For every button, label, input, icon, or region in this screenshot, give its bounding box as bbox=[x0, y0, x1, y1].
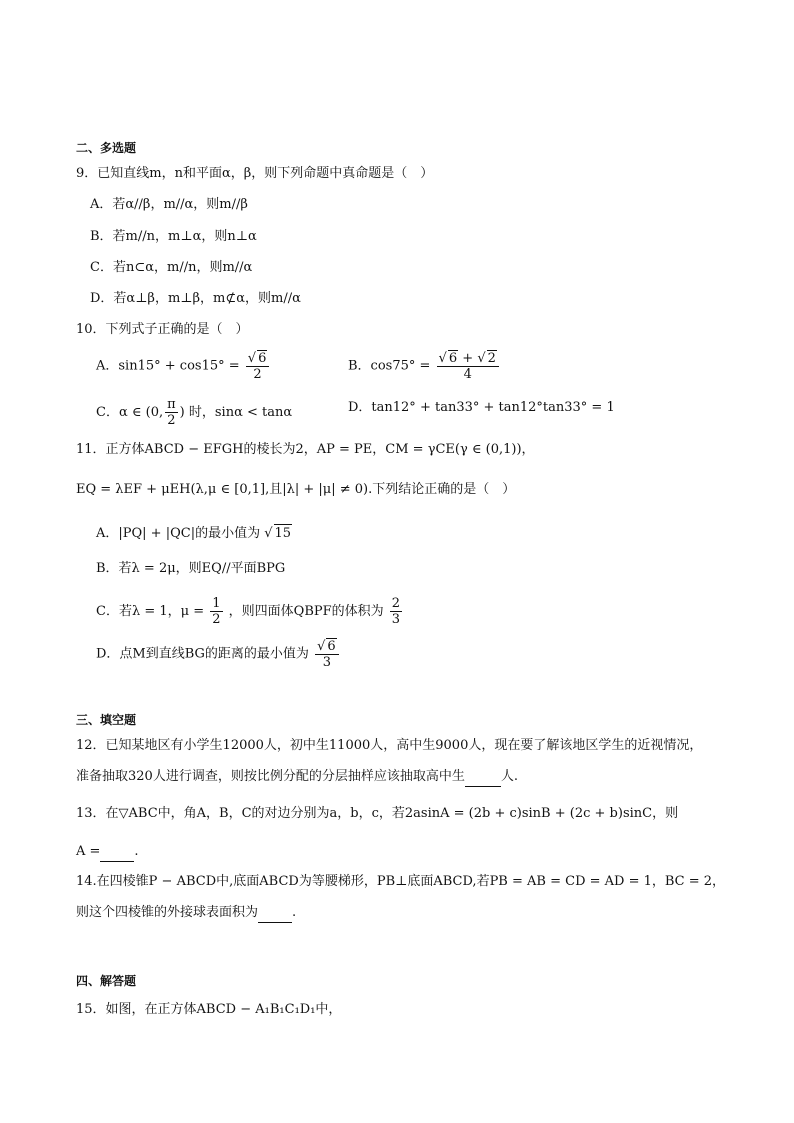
denominator: 3 bbox=[391, 612, 401, 627]
question-14-line-2 bbox=[76, 904, 296, 923]
numerator: 2 bbox=[391, 596, 401, 611]
question-15-line-1: 15．如图，在正方体ABCD − A₁B₁C₁D₁中， bbox=[76, 1002, 342, 1017]
option-a-text: A．|PQ| + |QC|的最小值为 bbox=[96, 526, 261, 541]
radicand: 6 bbox=[448, 351, 458, 366]
answer-blank[interactable] bbox=[258, 904, 292, 923]
radicand: 6 bbox=[258, 351, 267, 366]
sqrt-sign: √ bbox=[247, 351, 257, 366]
question-12-line-2 bbox=[76, 768, 518, 787]
numerator: π bbox=[167, 397, 176, 412]
fraction bbox=[246, 350, 270, 382]
section-title-fill-in: 三、填空题 bbox=[76, 713, 137, 727]
option-b-expression: B．cos75° = bbox=[348, 358, 431, 374]
numerator: 1 bbox=[212, 596, 221, 611]
option-a-expression: A．sin15° + cos15° = bbox=[96, 358, 240, 374]
question-9-option-c: C．若n⊂α，m//n，则m//α bbox=[90, 260, 253, 275]
question-12-text: 准备抽取320人进行调查，则按比例分配的分层抽样应该抽取高中生 bbox=[76, 769, 465, 784]
fraction bbox=[210, 596, 222, 627]
question-13-text: A = bbox=[76, 844, 101, 859]
option-d-text: D．点M到直线BG的距离的最小值为 bbox=[96, 646, 309, 662]
question-11-stem-line-2: EQ = λEF + μEH(λ,μ ∈ [0,1],且|λ| + |μ| ≠ 0).下列结论正确的是（ ） bbox=[76, 482, 516, 497]
fraction bbox=[437, 350, 499, 382]
question-12-unit: 人. bbox=[500, 769, 518, 784]
fraction bbox=[390, 596, 402, 627]
denominator: 3 bbox=[322, 655, 331, 670]
question-10-option-b bbox=[348, 350, 501, 382]
question-13-end: . bbox=[134, 844, 139, 859]
section-title-multiple-choice: 二、多选题 bbox=[76, 141, 137, 155]
sqrt-sign: √ bbox=[438, 351, 447, 366]
question-12-line-1: 12．已知某地区有小学生12000人，初中生11000人，高中生9000人，现在要了解该地区学生的近视情况， bbox=[76, 738, 703, 753]
question-14-line-1: 14.在四棱锥P − ABCD中,底面ABCD为等腰梯形，PB⊥底面ABCD,若PB = AB = CD = AD = 1，BC = 2， bbox=[76, 874, 726, 889]
interval-open: (0, bbox=[145, 405, 164, 420]
question-9-option-a: A．若α//β，m//α，则m//β bbox=[90, 197, 248, 212]
question-10-option-a bbox=[96, 350, 271, 382]
question-14-text: 则这个四棱锥的外接球表面积为 bbox=[76, 905, 259, 920]
fraction bbox=[315, 638, 339, 670]
question-9-option-b: B．若m//n，m⊥α，则n⊥α bbox=[90, 229, 257, 244]
answer-blank[interactable] bbox=[100, 843, 134, 862]
question-9-stem: 9．已知直线m，n和平面α，β，则下列命题中真命题是（ ） bbox=[76, 166, 434, 181]
question-9-option-d: D．若α⊥β，m⊥β，m⊄α，则m//α bbox=[90, 291, 301, 306]
question-11-option-c bbox=[96, 596, 404, 627]
interval-close: ) bbox=[179, 405, 185, 420]
question-11-option-a bbox=[96, 524, 292, 543]
answer-blank[interactable] bbox=[465, 768, 501, 787]
option-c-text: C．若λ = 1，μ = bbox=[96, 604, 205, 619]
sqrt-sign: √ bbox=[477, 351, 486, 366]
question-13-line-2 bbox=[76, 843, 139, 862]
denominator: 2 bbox=[253, 367, 262, 382]
radicand: 15 bbox=[274, 526, 292, 541]
fraction bbox=[165, 397, 178, 428]
option-c-prefix: C．α ∈ bbox=[96, 405, 142, 420]
section-title-solutions: 四、解答题 bbox=[76, 974, 137, 988]
question-10-stem: 10．下列式子正确的是（ ） bbox=[76, 322, 249, 337]
plus-sign: + bbox=[462, 351, 474, 366]
denominator: 2 bbox=[212, 612, 221, 627]
radicand: 2 bbox=[487, 351, 496, 366]
radicand: 6 bbox=[327, 639, 336, 654]
question-11-option-d bbox=[96, 638, 341, 670]
question-13-line-1: 13．在▽ABC中，角A，B，C的对边分别为a，b，c，若2asinA = (2b + c)sinB + (2c + b)sinC，则 bbox=[76, 806, 679, 821]
sqrt-sign: √ bbox=[264, 526, 273, 541]
question-14-end: . bbox=[292, 905, 297, 920]
question-11-option-b: B．若λ = 2μ，则EQ//平面BPG bbox=[96, 561, 286, 576]
question-10-option-c bbox=[96, 397, 292, 428]
option-c-suffix: 时，sinα < tanα bbox=[188, 405, 293, 420]
denominator: 4 bbox=[463, 367, 472, 382]
question-11-stem-line-1: 11．正方体ABCD − EFGH的棱长为2，AP = PE，CM = γCE(γ ∈ (0,1))， bbox=[76, 442, 535, 457]
sqrt-sign: √ bbox=[317, 639, 326, 654]
denominator: 2 bbox=[167, 413, 176, 428]
question-10-option-d: D．tan12° + tan33° + tan12°tan33° = 1 bbox=[348, 400, 615, 415]
option-c-middle: ，则四面体QBPF的体积为 bbox=[228, 604, 384, 619]
